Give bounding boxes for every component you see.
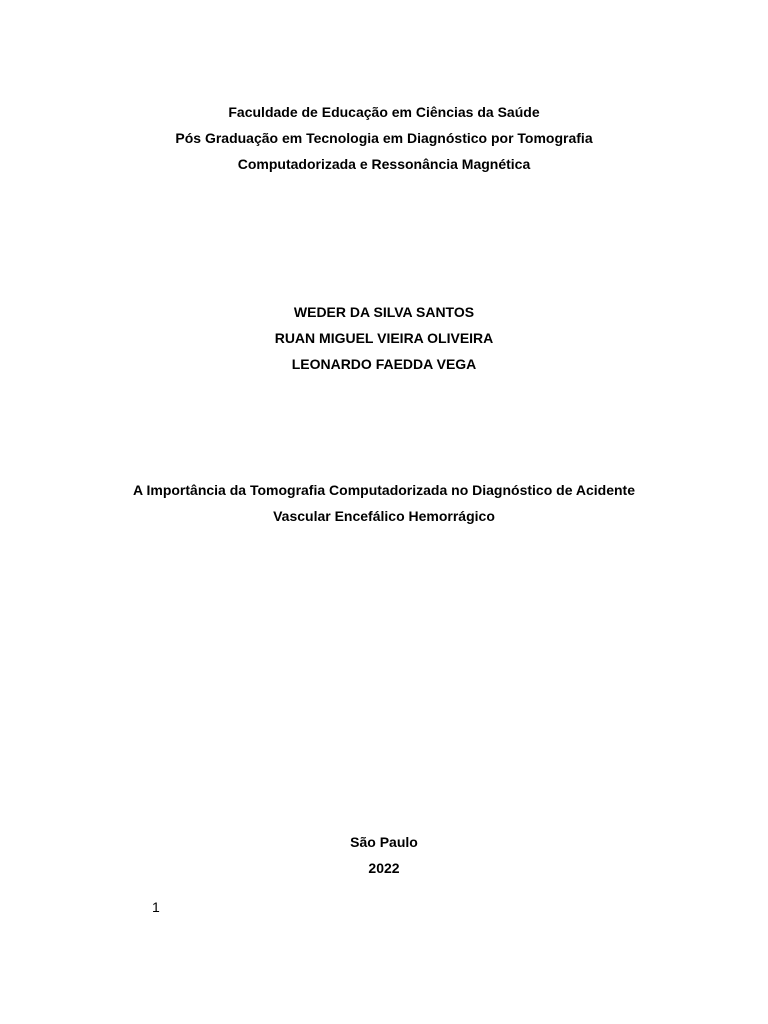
institution-line: Faculdade de Educação em Ciências da Saúde	[228, 104, 540, 120]
institution-line: Pós Graduação em Tecnologia em Diagnóstico por Tomografia	[175, 130, 593, 146]
institution-header	[0, 99, 768, 177]
title-line: A Importância da Tomografia Computadorizada no Diagnóstico de Acidente	[133, 482, 635, 498]
year: 2022	[368, 860, 400, 876]
author-name: LEONARDO FAEDDA VEGA	[291, 356, 477, 372]
page-number: 1	[152, 899, 160, 915]
author-name: WEDER DA SILVA SANTOS	[293, 304, 475, 320]
institution-line: Computadorizada e Ressonância Magnética	[237, 156, 531, 172]
title-line: Vascular Encefálico Hemorrágico	[273, 508, 495, 524]
document-title	[0, 477, 768, 529]
author-name: RUAN MIGUEL VIEIRA OLIVEIRA	[274, 330, 494, 346]
place-and-year	[0, 829, 768, 881]
author-list	[0, 299, 768, 377]
location: São Paulo	[350, 834, 418, 850]
